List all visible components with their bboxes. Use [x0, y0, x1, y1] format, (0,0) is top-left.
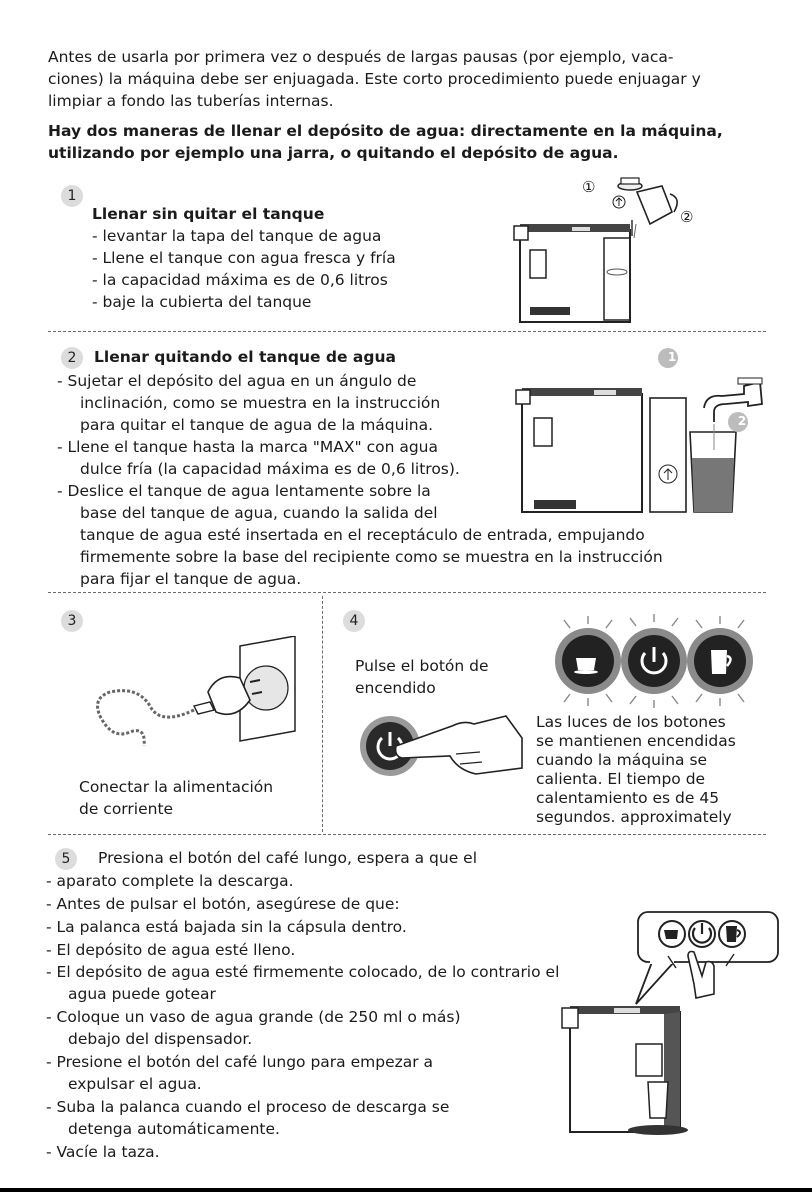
step-4-press-line-2: encendido [355, 679, 436, 697]
step-5-line-13: detenga automáticamente. [68, 1120, 280, 1138]
step-2-number: 2 [61, 347, 83, 369]
step-1-title: Llenar sin quitar el tanque [92, 205, 325, 223]
step-1-item-2: - Llene el tanque con agua fresca y fría [92, 249, 396, 267]
divider-vertical [322, 596, 323, 832]
step-2-line-9: firmemente sobre la base del recipiente como se muestra en la instrucción [80, 548, 663, 566]
step-2-line-10: para fijar el tanque de agua. [80, 570, 302, 588]
step-5-line-7: agua puede gotear [68, 985, 216, 1003]
step-4-desc-4: calienta. El tiempo de [536, 770, 706, 788]
highlight-line-2: utilizando por ejemplo una jarra, o quitando el depósito de agua. [48, 144, 619, 162]
step-3-number: 3 [61, 610, 83, 632]
press-power-button-illustration [356, 708, 526, 784]
step-5-line-8: - Coloque un vaso de agua grande (de 250 ml o más) [46, 1008, 461, 1026]
step-2-line-6: - Deslice el tanque de agua lentamente sobre la [57, 482, 431, 500]
step-3-line-2: de corriente [79, 800, 174, 818]
step-4-press-line-1: Pulse el botón de [355, 657, 489, 675]
step-2-title: Llenar quitando el tanque de agua [94, 348, 396, 366]
coffee-machine-lungo-illustration [556, 906, 784, 1144]
step-4-desc-5: calentamiento es de 45 [536, 789, 720, 807]
step-1-item-4: - baje la cubierta del tanque [92, 293, 312, 311]
step-5-line-14: - Vacíe la taza. [46, 1143, 160, 1161]
step-2-line-1: - Sujetar el depósito del agua en un ángulo de [57, 372, 417, 390]
step-5-line-11: expulsar el agua. [68, 1075, 202, 1093]
step-5-line-6: - El depósito de agua esté firmemente colocado, de lo contrario el [46, 963, 560, 981]
step-4-desc-6: segundos. approximately [536, 808, 732, 826]
step-2-line-2: inclinación, como se muestra en la instrucción [80, 394, 441, 412]
step-5-line-1: Presiona el botón del café lungo, espera a que el [98, 849, 478, 867]
step-2-line-4: - Llene el tanque hasta la marca "MAX" con agua [57, 438, 438, 456]
coffee-machine-fill-illustration [512, 172, 712, 332]
intro-line-1: Antes de usarla por primera vez o después de largas pausas (por ejemplo, vaca- [48, 48, 674, 66]
step-1-item-3: - la capacidad máxima es de 0,6 litros [92, 271, 388, 289]
divider-2 [48, 592, 766, 593]
step-2-figure-label-1: 1 [667, 350, 677, 364]
step-5-line-10: - Presione el botón del café lungo para empezar a [46, 1053, 434, 1071]
step-2-line-8: tanque de agua esté insertada en el receptáculo de entrada, empujando [80, 526, 645, 544]
step-5-line-3: - Antes de pulsar el botón, asegúrese de que: [46, 895, 400, 913]
step-4-desc-1: Las luces de los botones [536, 713, 726, 731]
step-5-line-12: - Suba la palanca cuando el proceso de descarga se [46, 1098, 450, 1116]
step-4-desc-2: se mantienen encendidas [536, 732, 736, 750]
step-3-line-1: Conectar la alimentación [79, 778, 274, 796]
step-2-line-5: dulce fría (la capacidad máxima es de 0,6 litros). [80, 460, 460, 478]
step-5-line-9: debajo del dispensador. [68, 1030, 253, 1048]
step-4-desc-3: cuando la máquina se [536, 751, 708, 769]
step-5-number: 5 [55, 848, 77, 870]
button-lights-illustration [548, 614, 760, 708]
step-2-line-7: base del tanque de agua, cuando la salida del [80, 504, 438, 522]
step-5-line-4: - La palanca está bajada sin la cápsula dentro. [46, 918, 407, 936]
step-1-number: 1 [61, 185, 83, 207]
step-1-figure-label-1: ① [582, 178, 596, 196]
step-5-line-2: - aparato complete la descarga. [46, 872, 294, 890]
step-1-item-1: - levantar la tapa del tanque de agua [92, 227, 382, 245]
intro-line-2: ciones) la máquina debe ser enjuagada. Este corto procedimiento puede enjuagar y [48, 70, 701, 88]
page-bottom-edge [0, 1188, 812, 1192]
step-2-line-3: para quitar el tanque de agua de la máquina. [80, 416, 434, 434]
divider-1 [48, 331, 766, 332]
highlight-line-1: Hay dos maneras de llenar el depósito de agua: directamente en la máquina, [48, 122, 723, 140]
step-5-line-5: - El depósito de agua esté lleno. [46, 941, 296, 959]
power-plug-socket-illustration [90, 636, 302, 760]
step-4-number: 4 [343, 610, 365, 632]
intro-line-3: limpiar a fondo las tuberías internas. [48, 92, 334, 110]
step-2-figure-label-2: 2 [737, 414, 747, 428]
step-1-figure-label-2: ② [680, 208, 694, 226]
divider-3 [48, 834, 766, 835]
water-tank-removal-illustration [512, 346, 782, 518]
